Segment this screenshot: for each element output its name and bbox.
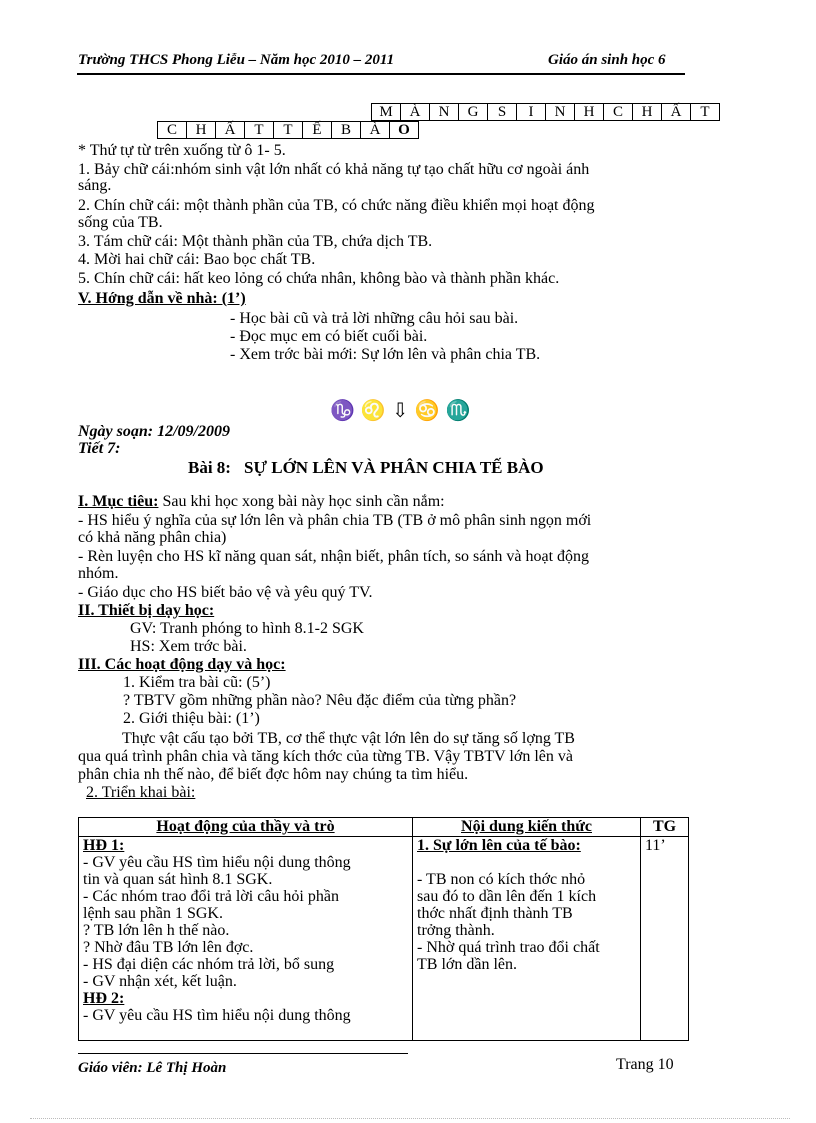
- crossword-cell: T: [690, 103, 720, 121]
- crossword-cell: H: [574, 103, 604, 121]
- activities-deploy: 2. Triển khai bài:: [86, 784, 196, 801]
- clue-line: * Thứ tự từ trên xuống từ ô 1- 5.: [78, 142, 286, 159]
- lesson-date: Ngày soạn: 12/09/2009: [78, 423, 230, 440]
- activities-line: ? TBTV gồm những phần nào? Nêu đặc điểm của từng phần?: [123, 692, 517, 709]
- table-cell-line: - TB non có kích thớc nhỏ: [417, 871, 586, 888]
- objective-line: có khả năng phân chia): [78, 529, 227, 546]
- page-edge: [30, 1118, 790, 1119]
- objectives-line: [78, 493, 445, 510]
- table-header-content: Nội dung kiến thức: [413, 818, 641, 837]
- divider-symbols: ♑♌⇩♋♏: [330, 400, 477, 422]
- table-cell-line: [417, 854, 636, 871]
- clue-line: sáng.: [78, 177, 112, 194]
- homework-item: - Đọc mục em có biết cuối bài.: [230, 328, 428, 345]
- table-cell-line: lệnh sau phần 1 SGK.: [83, 905, 223, 922]
- table-cell-line: TB lớn dần lên.: [417, 956, 517, 973]
- table-header-time: TG: [641, 818, 689, 837]
- crossword-cell: C: [157, 121, 187, 139]
- crossword-cell: T: [273, 121, 303, 139]
- activities-line: 1. Kiểm tra bài cũ: (5’): [123, 674, 271, 691]
- clue-line: sống của TB.: [78, 214, 163, 231]
- crossword-cell: M: [371, 103, 401, 121]
- header-school: Trường THCS Phong Liễu – Năm học 2010 – 2011: [78, 52, 395, 68]
- crossword-cell: Ấ: [661, 103, 691, 121]
- crossword-cell: T: [244, 121, 274, 139]
- table-cell-line: HĐ 2:: [83, 990, 125, 1007]
- crossword-cell: G: [458, 103, 488, 121]
- table-cell-line: sau đó to dần lên đến 1 kích: [417, 888, 597, 905]
- crossword-cell: H: [632, 103, 662, 121]
- table-cell-line: 11’: [645, 837, 666, 854]
- clue-line: 1. Bảy chữ cái:nhóm sinh vật lớn nhất có khả năng tự tạo chất hữu cơ ngoài ánh: [78, 161, 590, 178]
- table-header-teacher-student: Hoạt động của thầy và trò: [79, 818, 413, 837]
- header-rule: [77, 73, 685, 75]
- activities-paragraph-line: Thực vật cấu tạo bởi TB, cơ thể thực vật lớn lên do sự tăng số lợng TB: [122, 730, 575, 747]
- crossword-cell: Ế: [302, 121, 332, 139]
- table-cell-line: HĐ 1:: [83, 837, 125, 854]
- activities-heading: III. Các hoạt động dạy và học:: [78, 656, 286, 673]
- crossword-cell: H: [186, 121, 216, 139]
- objectives-heading: I. Mục tiêu:: [78, 493, 159, 510]
- objective-line: - Giáo dục cho HS biết bảo vệ và yêu quý TV.: [78, 584, 373, 601]
- crossword-cell: Ấ: [215, 121, 245, 139]
- header-subject: Giáo án sinh học 6: [548, 52, 666, 68]
- homework-item: - Xem trớc bài mới: Sự lớn lên và phân chia TB.: [230, 346, 541, 363]
- crossword-cell: À: [360, 121, 390, 139]
- crossword-row-1: [372, 103, 720, 121]
- clue-line: 2. Chín chữ cái: một thành phần của TB, có chức năng điều khiển mọi hoạt động: [78, 197, 595, 214]
- activities-line: 2. Giới thiệu bài: (1’): [123, 710, 260, 727]
- table-cell-line: - Các nhóm trao đổi trả lời câu hỏi phần: [83, 888, 339, 905]
- clue-line: 4. Mời hai chữ cái: Bao bọc chất TB.: [78, 251, 316, 268]
- crossword-cell: I: [516, 103, 546, 121]
- equipment-line: HS: Xem trớc bài.: [130, 638, 247, 655]
- table-cell-line: - GV yêu cầu HS tìm hiểu nội dung thông: [83, 854, 351, 871]
- clue-line: 5. Chín chữ cái: hất keo lỏng có chứa nhân, không bào và thành phần khác.: [78, 270, 560, 287]
- footer-teacher: Giáo viên: Lê Thị Hoàn: [78, 1060, 227, 1076]
- table-cell-line: - HS đại diện các nhóm trả lời, bổ sung: [83, 956, 335, 973]
- crossword-cell: N: [429, 103, 459, 121]
- activities-paragraph-line: qua quá trình phân chia và tăng kích thớc của từng TB. Vậy TBTV lớn lên và: [78, 748, 573, 765]
- objectives-intro: Sau khi học xong bài này học sinh cần nắm:: [158, 493, 445, 510]
- table-cell-line: trởng thành.: [417, 922, 495, 939]
- equipment-line: GV: Tranh phóng to hình 8.1-2 SGK: [130, 620, 364, 637]
- crossword-cell: À: [400, 103, 430, 121]
- objective-line: nhóm.: [78, 565, 119, 582]
- crossword-cell: B: [331, 121, 361, 139]
- table-cell-activities: [79, 837, 413, 1041]
- homework-heading: V. Hớng dẫn về nhà: (1’): [78, 290, 246, 307]
- table-cell-line: thớc nhất định thành TB: [417, 905, 573, 922]
- table-cell-line: - GV nhận xét, kết luận.: [83, 973, 237, 990]
- table-cell-line: ? Nhờ đâu TB lớn lên đợc.: [83, 939, 254, 956]
- crossword-row-2: [158, 121, 419, 139]
- activities-paragraph-line: phân chia nh thế nào, để biết đợc hôm nay chúng ta tìm hiểu.: [78, 766, 469, 783]
- table-cell-line: 1. Sự lớn lên của tế bào:: [417, 837, 581, 854]
- crossword-cell: C: [603, 103, 633, 121]
- lesson-table: [78, 817, 689, 1041]
- crossword-cell: O: [389, 121, 419, 139]
- footer-rule: [78, 1053, 408, 1054]
- homework-item: - Học bài cũ và trả lời những câu hỏi sau bài.: [230, 310, 519, 327]
- objective-line: - HS hiểu ý nghĩa của sự lớn lên và phân chia TB (TB ở mô phân sinh ngọn mới: [78, 512, 592, 529]
- clue-line: 3. Tám chữ cái: Một thành phần của TB, chứa dịch TB.: [78, 233, 433, 250]
- table-cell-time: [641, 837, 689, 1041]
- table-cell-line: - GV yêu cầu HS tìm hiểu nội dung thông: [83, 1007, 351, 1024]
- crossword-cell: S: [487, 103, 517, 121]
- table-cell-content: [413, 837, 641, 1041]
- lesson-title-prefix: Bài 8:: [188, 458, 231, 477]
- lesson-title: SỰ LỚN LÊN VÀ PHÂN CHIA TẾ BÀO: [244, 458, 544, 477]
- lesson-period: Tiết 7:: [78, 440, 121, 457]
- table-cell-line: tin và quan sát hình 8.1 SGK.: [83, 871, 273, 888]
- objective-line: - Rèn luyện cho HS kĩ năng quan sát, nhận biết, phân tích, so sánh và hoạt động: [78, 548, 590, 565]
- page-number: Trang 10: [616, 1056, 674, 1073]
- table-cell-line: - Nhờ quá trình trao đổi chất: [417, 939, 600, 956]
- equipment-heading: II. Thiết bị dạy học:: [78, 602, 215, 619]
- table-cell-line: ? TB lớn lên h thế nào.: [83, 922, 230, 939]
- crossword-cell: N: [545, 103, 575, 121]
